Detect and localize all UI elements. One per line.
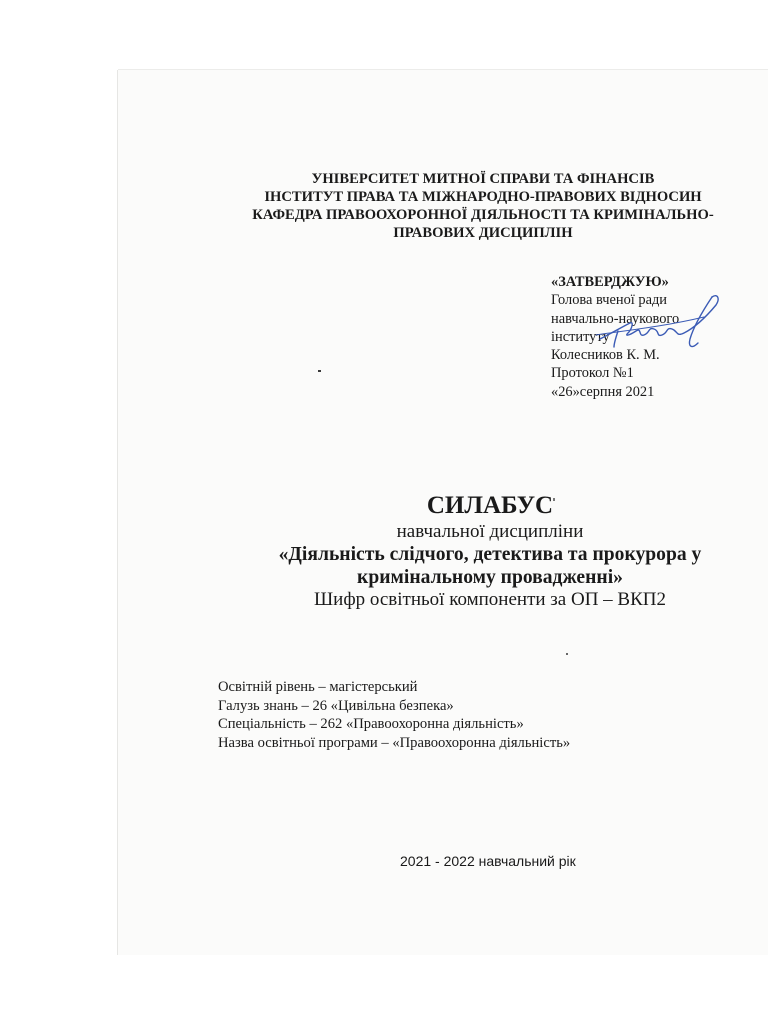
signature-image [592, 287, 752, 367]
institute-name: ІНСТИТУТ ПРАВА ТА МІЖНАРОДНО-ПРАВОВИХ ВІДНОСИН [264, 189, 702, 205]
approval-position-line2: навчально-наукового [551, 310, 680, 327]
specialty: Спеціальність – 262 «Правоохоронна діяльність» [218, 716, 524, 733]
department-name-line2: ПРАВОВИХ ДИСЦИПЛІН [393, 225, 573, 241]
approval-heading: «ЗАТВЕРДЖУЮ» [551, 274, 669, 290]
program-details [218, 678, 570, 752]
syllabus-title: СИЛАБУС [426, 492, 554, 519]
department-name-line1: КАФЕДРА ПРАВООХОРОННОЇ ДІЯЛЬНОСТІ ТА КРИМІНАЛЬНО- [252, 207, 714, 223]
syllabus-subtitle: навчальної дисципліни [396, 521, 584, 542]
scan-speck [566, 653, 568, 655]
academic-year: 2021 - 2022 навчальний рік [400, 853, 576, 869]
approval-position-line1: Голова вченої ради [551, 292, 667, 309]
course-name-line1: «Діяльність слідчого, детектива та прокурора у [278, 544, 702, 565]
university-name: УНІВЕРСИТЕТ МИТНОЇ СПРАВИ ТА ФІНАНСІВ [311, 171, 655, 187]
approval-date: «26»серпня 2021 [551, 383, 655, 400]
scan-speck [318, 370, 321, 372]
course-name-line2: кримінальному провадженні» [357, 567, 623, 588]
field-of-knowledge: Галузь знань – 26 «Цивільна безпека» [218, 697, 454, 714]
approver-name: Колесников К. М. [551, 347, 660, 364]
scan-speck [553, 498, 555, 501]
syllabus-title-block [230, 491, 750, 611]
program-name: Назва освітньої програми – «Правоохоронна діяльність» [218, 734, 571, 751]
approval-position-line3: інституту [551, 328, 610, 345]
institution-header [200, 170, 766, 242]
education-level: Освітній рівень – магістерський [218, 679, 418, 695]
component-code: Шифр освітньої компоненти за ОП – ВКП2 [313, 589, 666, 610]
protocol-number: Протокол №1 [551, 365, 634, 382]
